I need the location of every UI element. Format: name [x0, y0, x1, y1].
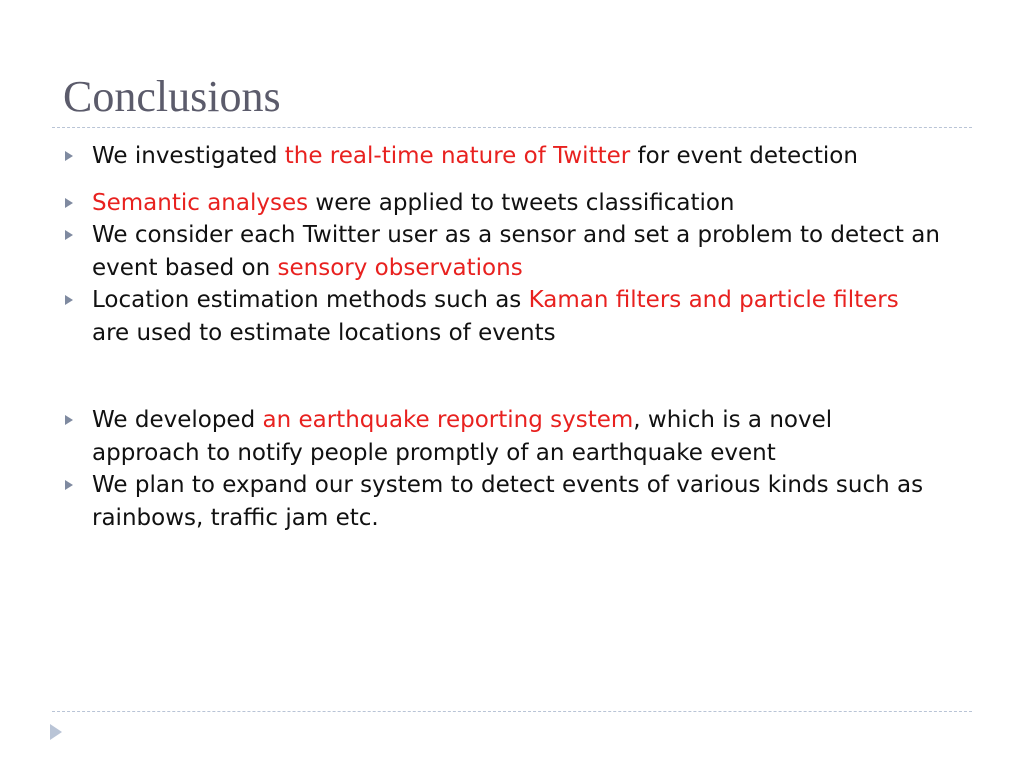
bullet-arrow-icon — [65, 230, 73, 240]
bullet-item-twitter-nature — [62, 140, 942, 173]
footer-divider — [52, 711, 972, 712]
bullet-item-earthquake-system — [62, 404, 942, 469]
bullet-text: We plan to expand our system to detect events of various kinds such as rainbows, traffic jam etc. — [92, 472, 924, 531]
bullet-arrow-icon — [65, 151, 73, 161]
bullet-arrow-icon — [65, 480, 73, 490]
bullet-text: , which is a novel approach to notify people promptly of an earthquake event — [92, 407, 833, 466]
bullet-list — [62, 140, 942, 534]
bullet-highlight: the real-time nature of Twitter — [284, 143, 631, 169]
footer-arrow-icon — [50, 724, 62, 740]
bullet-item-location-estimation — [62, 284, 942, 349]
bullet-item-future-work — [62, 469, 942, 534]
bullet-text: for event detection — [630, 143, 858, 169]
bullet-highlight: sensory observations — [277, 254, 523, 281]
slide-title: Conclusions — [63, 72, 281, 121]
bullet-item-user-as-sensor — [62, 219, 942, 284]
title-divider — [52, 127, 972, 128]
bullet-highlight: Kaman filters and particle filters — [528, 287, 899, 313]
bullet-highlight: an earthquake reporting system — [262, 407, 634, 433]
bullet-item-semantic-analyses — [62, 187, 942, 220]
bullet-arrow-icon — [65, 415, 73, 425]
bullet-text: Location estimation methods such as — [92, 287, 529, 313]
bullet-text: We consider each Twitter user as a sensor and set a problem to detect an event based on — [92, 222, 940, 281]
bullet-arrow-icon — [65, 295, 73, 305]
bullet-arrow-icon — [65, 198, 73, 208]
bullet-highlight: Semantic analyses — [92, 189, 309, 216]
bullet-text: We developed — [92, 407, 263, 433]
bullet-text: are used to estimate locations of events — [92, 319, 556, 346]
bullet-text: We investigated — [92, 143, 285, 169]
bullet-text: were applied to tweets classification — [308, 189, 735, 216]
